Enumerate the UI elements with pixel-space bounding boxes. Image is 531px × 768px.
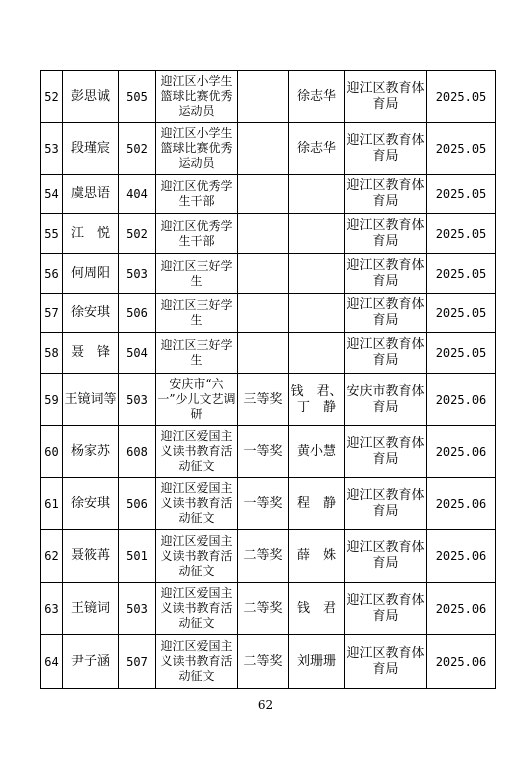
award-level-cell: 二等奖 — [238, 530, 289, 583]
row-number-cell: 56 — [41, 254, 63, 294]
award-level-cell — [238, 123, 289, 175]
award-name-cell: 迎江区爱国主义读书教育活动征文 — [156, 583, 238, 635]
class-cell: 502 — [119, 214, 156, 254]
student-name-cell: 王镜词等 — [63, 374, 119, 426]
row-number-cell: 62 — [41, 530, 63, 583]
class-cell: 507 — [119, 635, 156, 689]
table-row — [41, 254, 496, 294]
student-name-cell: 江 悦 — [63, 214, 119, 254]
award-level-cell — [238, 71, 289, 123]
student-name-cell: 段瑾宸 — [63, 123, 119, 175]
class-cell: 505 — [119, 71, 156, 123]
award-level-cell: 二等奖 — [238, 583, 289, 635]
issuer-cell: 迎江区教育体育局 — [345, 71, 427, 123]
awards-table — [40, 70, 496, 689]
student-name-cell: 聂筱苒 — [63, 530, 119, 583]
row-number-cell: 53 — [41, 123, 63, 175]
table-row — [41, 71, 496, 123]
class-cell: 506 — [119, 294, 156, 333]
teacher-cell: 程 静 — [289, 478, 345, 530]
issuer-cell: 迎江区教育体育局 — [345, 123, 427, 175]
award-name-cell: 迎江区三好学生 — [156, 333, 238, 374]
student-name-cell: 彭思诚 — [63, 71, 119, 123]
award-name-cell: 迎江区爱国主义读书教育活动征文 — [156, 478, 238, 530]
teacher-cell: 黄小慧 — [289, 426, 345, 478]
row-number-cell: 58 — [41, 333, 63, 374]
row-number-cell: 60 — [41, 426, 63, 478]
class-cell: 501 — [119, 530, 156, 583]
issuer-cell: 迎江区教育体育局 — [345, 530, 427, 583]
date-cell: 2025.06 — [427, 583, 496, 635]
class-cell: 502 — [119, 123, 156, 175]
class-cell: 503 — [119, 583, 156, 635]
row-number-cell: 52 — [41, 71, 63, 123]
teacher-cell: 钱 君 — [289, 583, 345, 635]
date-cell: 2025.05 — [427, 254, 496, 294]
date-cell: 2025.05 — [427, 214, 496, 254]
date-cell: 2025.06 — [427, 478, 496, 530]
date-cell: 2025.05 — [427, 71, 496, 123]
table-row — [41, 214, 496, 254]
student-name-cell: 徐安琪 — [63, 478, 119, 530]
issuer-cell: 迎江区教育体育局 — [345, 175, 427, 214]
class-cell: 503 — [119, 374, 156, 426]
table-row — [41, 333, 496, 374]
table-row — [41, 583, 496, 635]
award-name-cell: 迎江区小学生篮球比赛优秀运动员 — [156, 123, 238, 175]
award-level-cell: 二等奖 — [238, 635, 289, 689]
issuer-cell: 迎江区教育体育局 — [345, 294, 427, 333]
teacher-cell: 钱 君、丁 静 — [289, 374, 345, 426]
row-number-cell: 55 — [41, 214, 63, 254]
date-cell: 2025.05 — [427, 294, 496, 333]
class-cell: 608 — [119, 426, 156, 478]
issuer-cell: 安庆市教育体育局 — [345, 374, 427, 426]
table-row — [41, 175, 496, 214]
date-cell: 2025.05 — [427, 175, 496, 214]
table-row — [41, 426, 496, 478]
award-level-cell: 一等奖 — [238, 426, 289, 478]
table-row — [41, 478, 496, 530]
award-level-cell — [238, 254, 289, 294]
issuer-cell: 迎江区教育体育局 — [345, 426, 427, 478]
student-name-cell: 尹子涵 — [63, 635, 119, 689]
issuer-cell: 迎江区教育体育局 — [345, 333, 427, 374]
teacher-cell — [289, 175, 345, 214]
award-level-cell — [238, 175, 289, 214]
teacher-cell: 徐志华 — [289, 123, 345, 175]
teacher-cell — [289, 214, 345, 254]
award-name-cell: 安庆市“六一”少儿文艺调研 — [156, 374, 238, 426]
table-row — [41, 635, 496, 689]
page-number: 62 — [257, 698, 274, 712]
teacher-cell: 徐志华 — [289, 71, 345, 123]
award-name-cell: 迎江区三好学生 — [156, 254, 238, 294]
teacher-cell — [289, 294, 345, 333]
row-number-cell: 54 — [41, 175, 63, 214]
student-name-cell: 徐安琪 — [63, 294, 119, 333]
class-cell: 404 — [119, 175, 156, 214]
class-cell: 506 — [119, 478, 156, 530]
award-name-cell: 迎江区爱国主义读书教育活动征文 — [156, 426, 238, 478]
award-name-cell: 迎江区爱国主义读书教育活动征文 — [156, 635, 238, 689]
award-name-cell: 迎江区爱国主义读书教育活动征文 — [156, 530, 238, 583]
issuer-cell: 迎江区教育体育局 — [345, 478, 427, 530]
student-name-cell: 杨家苏 — [63, 426, 119, 478]
teacher-cell: 薛 姝 — [289, 530, 345, 583]
award-level-cell: 三等奖 — [238, 374, 289, 426]
date-cell: 2025.06 — [427, 374, 496, 426]
date-cell: 2025.05 — [427, 123, 496, 175]
row-number-cell: 59 — [41, 374, 63, 426]
award-name-cell: 迎江区三好学生 — [156, 294, 238, 333]
class-cell: 503 — [119, 254, 156, 294]
table-row — [41, 294, 496, 333]
row-number-cell: 64 — [41, 635, 63, 689]
award-name-cell: 迎江区小学生篮球比赛优秀运动员 — [156, 71, 238, 123]
row-number-cell: 61 — [41, 478, 63, 530]
teacher-cell: 刘珊珊 — [289, 635, 345, 689]
issuer-cell: 迎江区教育体育局 — [345, 635, 427, 689]
table-row — [41, 374, 496, 426]
award-level-cell — [238, 214, 289, 254]
date-cell: 2025.06 — [427, 635, 496, 689]
row-number-cell: 63 — [41, 583, 63, 635]
table-row — [41, 530, 496, 583]
award-level-cell: 一等奖 — [238, 478, 289, 530]
award-level-cell — [238, 294, 289, 333]
issuer-cell: 迎江区教育体育局 — [345, 254, 427, 294]
award-name-cell: 迎江区优秀学生干部 — [156, 214, 238, 254]
award-level-cell — [238, 333, 289, 374]
student-name-cell: 何周阳 — [63, 254, 119, 294]
class-cell: 504 — [119, 333, 156, 374]
award-name-cell: 迎江区优秀学生干部 — [156, 175, 238, 214]
date-cell: 2025.05 — [427, 333, 496, 374]
student-name-cell: 虞思语 — [63, 175, 119, 214]
student-name-cell: 王镜词 — [63, 583, 119, 635]
student-name-cell: 聂 锋 — [63, 333, 119, 374]
teacher-cell — [289, 333, 345, 374]
issuer-cell: 迎江区教育体育局 — [345, 214, 427, 254]
issuer-cell: 迎江区教育体育局 — [345, 583, 427, 635]
table-row — [41, 123, 496, 175]
row-number-cell: 57 — [41, 294, 63, 333]
date-cell: 2025.06 — [427, 426, 496, 478]
date-cell: 2025.06 — [427, 530, 496, 583]
teacher-cell — [289, 254, 345, 294]
